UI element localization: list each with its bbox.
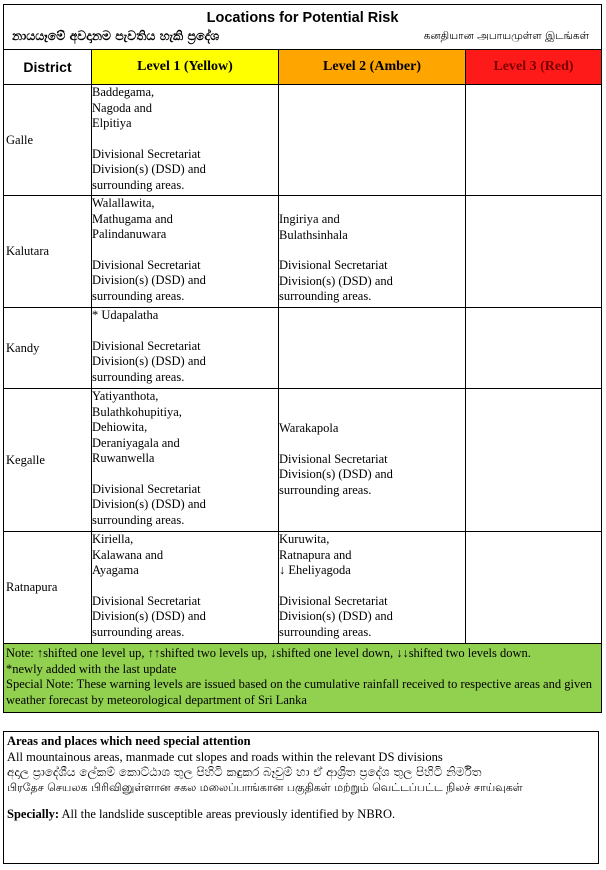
special-note: Special Note: These warning levels are issued based on the cumulative rainfall received to respective areas and given weather forecast by meteorological department of Sri Lanka [6, 677, 592, 707]
note-row [4, 644, 602, 713]
attention-heading: Areas and places which need special attention [7, 734, 251, 748]
header-level3: Level 3 (Red) [466, 50, 602, 85]
note-cell [4, 644, 602, 713]
level1-places: Kiriella, Kalawana and Ayagama [92, 532, 164, 577]
level1-cell [92, 196, 279, 308]
level2-places: Warakapola [279, 421, 339, 435]
header-level2: Level 2 (Amber) [279, 50, 466, 85]
table-row [4, 196, 602, 308]
risk-table [3, 4, 602, 713]
level1-cell [92, 389, 279, 532]
level1-cell [92, 308, 279, 389]
level3-cell [466, 196, 602, 308]
level1-dsd: Divisional Secretariat Division(s) (DSD) and surrounding areas. [92, 593, 206, 639]
header-row [4, 50, 602, 85]
level1-places: Baddegama, Nagoda and Elpitiya [92, 85, 155, 130]
level1-places: * Udapalatha [92, 308, 159, 322]
header-level1: Level 1 (Yellow) [92, 50, 279, 85]
level1-dsd: Divisional Secretariat Division(s) (DSD) and surrounding areas. [92, 338, 206, 384]
page-title: Locations for Potential Risk [206, 10, 399, 26]
level2-places: Kuruwita, Ratnapura and ↓ Eheliyagoda [279, 532, 352, 577]
note-new: *newly added with the last update [6, 661, 177, 676]
district-name: Kandy [4, 308, 92, 389]
level2-cell [279, 196, 466, 308]
level2-cell [279, 85, 466, 196]
level1-dsd: Divisional Secretariat Division(s) (DSD) and surrounding areas. [92, 257, 206, 303]
level1-cell [92, 85, 279, 196]
specially-label: Specially: [7, 807, 60, 821]
level2-dsd: Divisional Secretariat Division(s) (DSD) and surrounding areas. [279, 451, 393, 497]
attention-sinhala: අදාල ප්‍රාදේශීය ලේකම් කොට්ඨාශ තුල පිහිටි කඳුකර බෑවුම් හා ඒ ආශ්‍රිත ප්‍රදේශ තුල පිහිටි නිර්මිත [7, 765, 482, 779]
subtitle-tamil: கனதியான அபாயமுள்ள இடங்கள் [423, 30, 590, 42]
district-name: Kegalle [4, 389, 92, 532]
title-cell [4, 5, 602, 50]
attention-english: All mountainous areas, manmade cut slopes and roads within the relevant DS divisions [7, 749, 443, 764]
district-name: Kalutara [4, 196, 92, 308]
level3-cell [466, 532, 602, 644]
level2-cell [279, 389, 466, 532]
table-row [4, 85, 602, 196]
level3-cell [466, 85, 602, 196]
attention-box [3, 731, 599, 864]
level1-dsd: Divisional Secretariat Division(s) (DSD) and surrounding areas. [92, 481, 206, 527]
level2-places: Ingiriya and Bulathsinhala [279, 212, 348, 242]
level1-places: Yatiyanthota, Bulathkohupitiya, Dehiowita, Deraniyagala and Ruwanwella [92, 389, 182, 465]
table-row [4, 389, 602, 532]
note-legend: Note: ↑shifted one level up, ↑↑shifted two levels up, ↓shifted one level down, ↓↓shifted two levels down. [6, 646, 531, 660]
table-row [4, 532, 602, 644]
header-district: District [4, 50, 92, 85]
district-name: Galle [4, 85, 92, 196]
attention-tamil: பிரதேச செயலக பிரிவினுள்ளான சகல மலைப்பாங்கான பகுதிகள் மற்றும் வெட்டப்பட்ட நிலச் சாய்வுகள் [7, 781, 523, 794]
level2-dsd: Divisional Secretariat Division(s) (DSD) and surrounding areas. [279, 593, 393, 639]
subtitle-sinhala: නායයෑමේ අවදානම පැවතිය හැකි ප්‍රදේශ [12, 28, 220, 43]
level2-dsd: Divisional Secretariat Division(s) (DSD) and surrounding areas. [279, 258, 393, 303]
level1-cell [92, 532, 279, 644]
level1-dsd: Divisional Secretariat Division(s) (DSD) and surrounding areas. [92, 146, 206, 192]
district-name: Ratnapura [4, 532, 92, 644]
level3-cell [466, 308, 602, 389]
specially-note [7, 807, 598, 823]
specially-text: All the landslide susceptible areas previously identified by NBRO. [59, 807, 396, 821]
subtitle-row [4, 27, 601, 45]
level2-cell [279, 308, 466, 389]
level1-places: Walallawita, Mathugama and Palindanuwara [92, 196, 173, 241]
level2-cell [279, 532, 466, 644]
risk-sheet [3, 4, 601, 713]
table-row [4, 308, 602, 389]
level3-cell [466, 389, 602, 532]
